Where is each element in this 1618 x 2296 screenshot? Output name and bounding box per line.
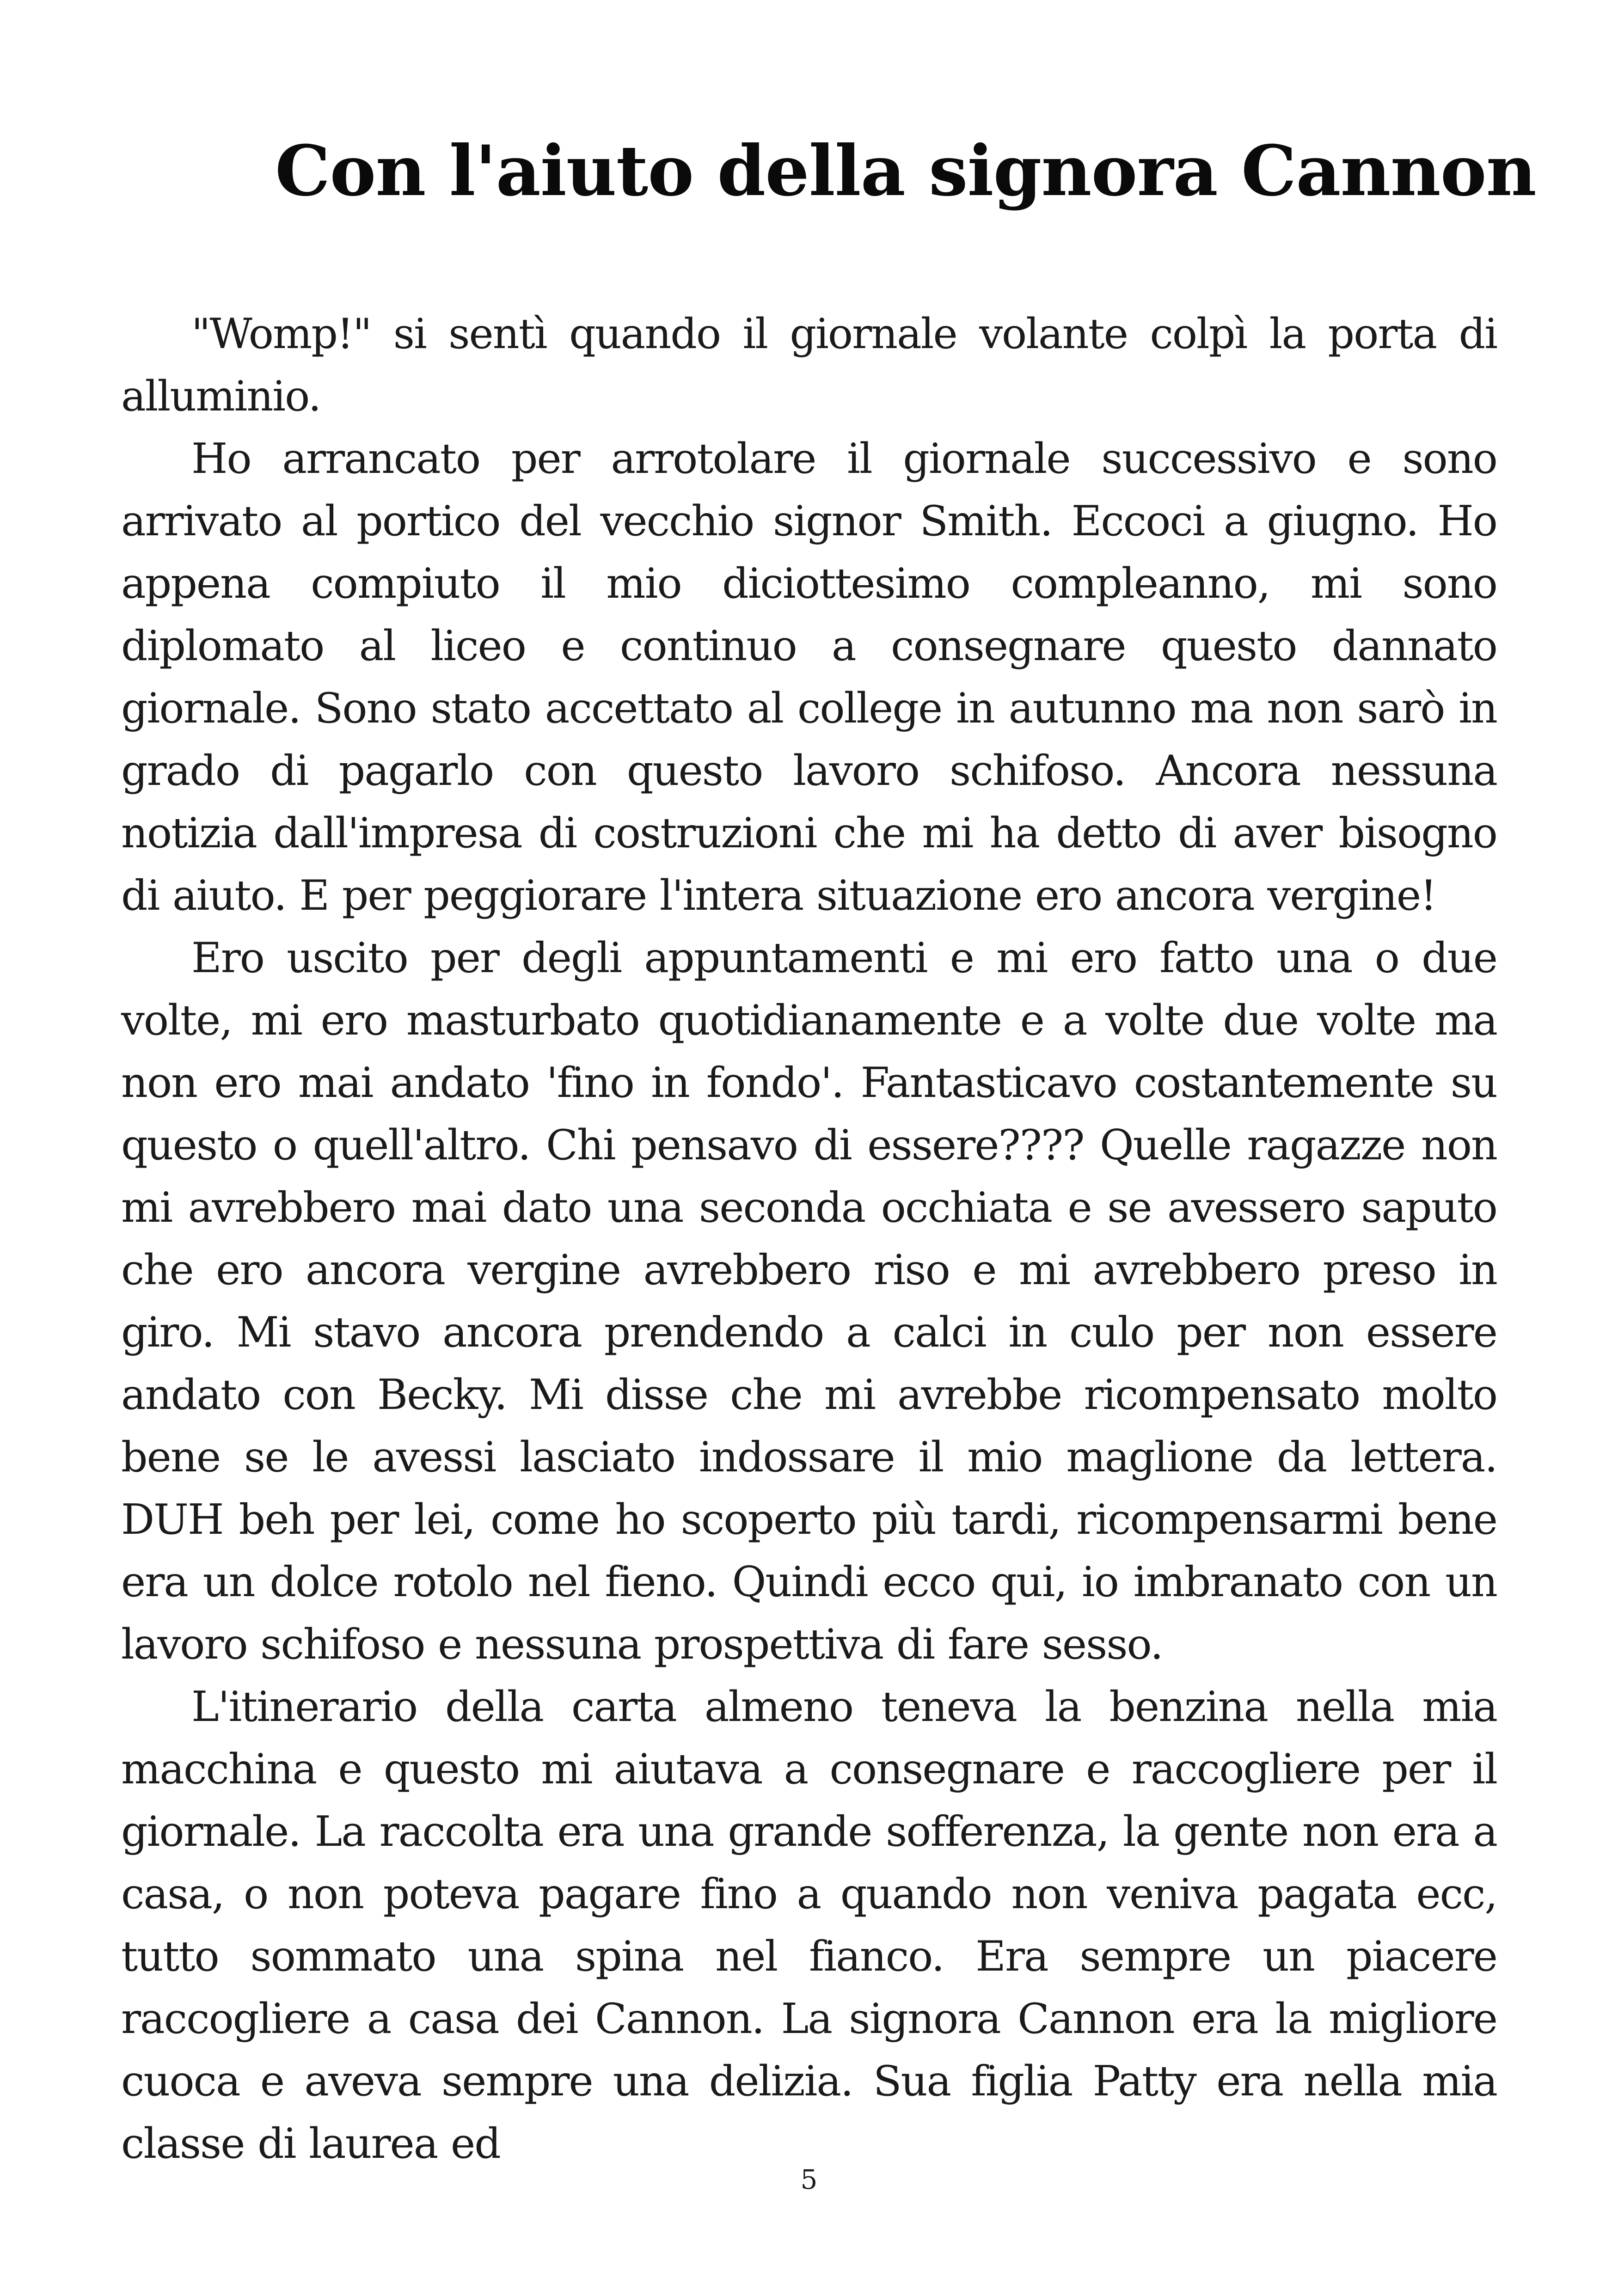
paragraph: L'itinerario della carta almeno teneva la benzina nella mia macchina e questo mi aiutava a consegnare e raccogliere per il giornale. La raccolta era una grande sofferenza, la gente non era a casa, o non poteva pagare fino a quando non veniva pagata ecc, tutto sommato una spina nel fianco. Era sempre un piacere raccogliere a casa dei Cannon. La signora Cannon era la migliore cuoca e aveva sempre una delizia. Sua figlia Patty era nella mia classe di laurea ed [121,1683,1497,2168]
paragraph: Ero uscito per degli appuntamenti e mi ero fatto una o due volte, mi ero masturbato quotidianamente e a volte due volte ma non ero mai andato 'fino in fondo'. Fantasticavo costantemente su questo o quell'altro. Chi pensavo di essere???? Quelle ragazze non mi avrebbero mai dato una seconda occhiata e se avessero saputo che ero ancora vergine avrebbero riso e mi avrebbero preso in giro. Mi stavo ancora prendendo a calci in culo per non essere andato con Becky. Mi disse che mi avrebbe ricompensato molto bene se le avessi lasciato indossare il mio maglione da lettera. DUH beh per lei, come ho scoperto più tardi, ricompensarmi bene era un dolce rotolo nel fieno. Quindi ecco qui, io imbranato con un lavoro schifoso e nessuna prospettiva di fare sesso. [121,934,1497,1669]
paragraph: Ho arrancato per arrotolare il giornale successivo e sono arrivato al portico del vecchio signor Smith. Eccoci a giugno. Ho appena compiuto il mio diciottesimo compleanno, mi sono diplomato al liceo e continuo a consegnare questo dannato giornale. Sono stato accettato al college in autunno ma non sarò in grado di pagarlo con questo lavoro schifoso. Ancora nessuna notizia dall'impresa di costruzioni che mi ha detto di aver bisogno di aiuto. E per peggiorare l'intera situazione ero ancora vergine! [121,435,1497,920]
chapter-body [121,303,1497,2175]
paragraph: "Womp!" si sentì quando il giornale volante colpì la porta di alluminio. [121,310,1497,421]
chapter-title: Con l'aiuto della signora Cannon [275,130,1536,212]
page-number: 5 [800,2164,818,2195]
